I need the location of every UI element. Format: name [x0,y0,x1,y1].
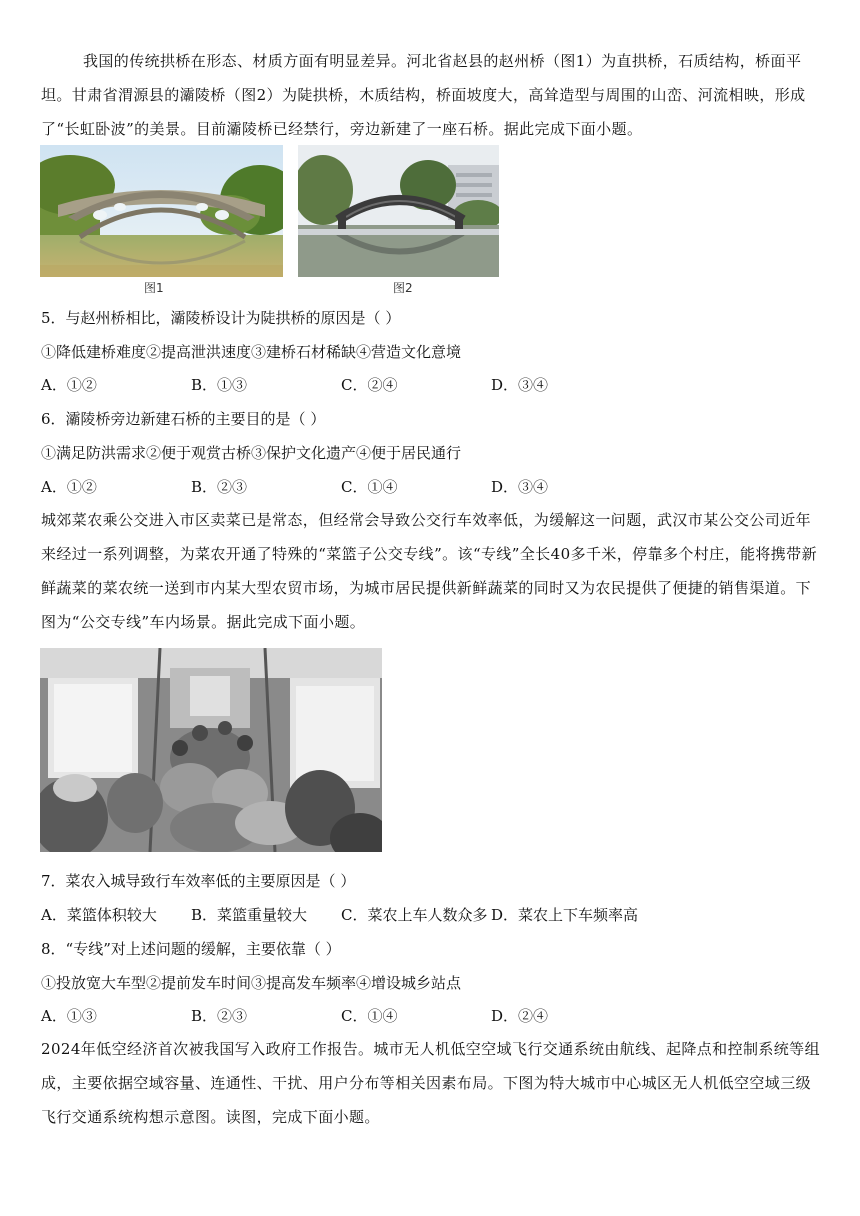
q5-items: ①降低建桥难度②提高泄洪速度③建桥石材稀缺④营造文化意境 [41,343,462,361]
q8-stem: 8．“专线”对上述问题的缓解，主要依靠（ ） [41,940,341,958]
q6-option-a[interactable]: A．①② [41,478,97,496]
q8-option-b[interactable]: B．②③ [191,1007,248,1025]
q6-option-b[interactable]: B．②③ [191,478,248,496]
figure1-caption: 图1 [144,281,164,295]
q5-option-d[interactable]: D．③④ [491,376,549,394]
q7-option-d[interactable]: D．菜农上下车频率高 [491,906,639,924]
zhaozhou-bridge-photo [40,145,283,277]
q6-option-c[interactable]: C．①④ [341,478,398,496]
q5-option-a[interactable]: A．①② [41,376,97,394]
bridge-intro-paragraph: 我国的传统拱桥在形态、材质方面有明显差异。河北省赵县的赵州桥（图1）为直拱桥，石质结构，桥面平坦。甘肃省渭源县的灞陵桥（图2）为陡拱桥，木质结构，桥面坡度大，高耸造型与周围的山峦、河流相映，形成了“长虹卧波”的美景。目前灞陵桥已经禁行，旁边新建了一座石桥。据此完成下面小题。 [41,52,806,138]
q7-stem: 7．菜农入城导致行车效率低的主要原因是（ ） [41,872,356,890]
figure2-caption: 图2 [393,281,413,295]
q6-option-d[interactable]: D．③④ [491,478,549,496]
q7-option-a[interactable]: A．菜篮体积较大 [41,906,157,924]
q8-option-d[interactable]: D．②④ [491,1007,549,1025]
baling-bridge-photo [298,145,499,277]
bus-interior-photo [40,648,382,852]
q5-stem: 5．与赵州桥相比，灞陵桥设计为陡拱桥的原因是（ ） [41,309,401,327]
q8-option-c[interactable]: C．①④ [341,1007,398,1025]
q5-option-c[interactable]: C．②④ [341,376,398,394]
q7-option-b[interactable]: B．菜篮重量较大 [191,906,308,924]
drone-intro-paragraph: 2024年低空经济首次被我国写入政府工作报告。城市无人机低空空域飞行交通系统由航线、起降点和控制系统等组成，主要依据空域容量、连通性、干扰、用户分布等相关因素布局。下图为特大城市中心城区无人机低空空域三级飞行交通系统构想示意图。读图，完成下面小题。 [41,1040,820,1126]
bus-intro-paragraph: 城郊菜农乘公交进入市区卖菜已是常态，但经常会导致公交行车效率低，为缓解这一问题，武汉市某公交公司近年来经过一系列调整，为菜农开通了特殊的“菜篮子公交专线”。该“专线”全长40多千米，停靠多个村庄，能将携带新鲜蔬菜的菜农统一送到市内某大型农贸市场，为城市居民提供新鲜蔬菜的同时又为农民提供了便捷的销售渠道。下图为“公交专线”车内场景。据此完成下面小题。 [41,511,817,631]
q6-stem: 6．灞陵桥旁边新建石桥的主要目的是（ ） [41,410,326,428]
q6-items: ①满足防洪需求②便于观赏古桥③保护文化遗产④便于居民通行 [41,444,462,462]
q5-option-b[interactable]: B．①③ [191,376,248,394]
q8-option-a[interactable]: A．①③ [41,1007,97,1025]
q7-option-c[interactable]: C．菜农上车人数众多 [341,906,488,924]
q8-items: ①投放宽大车型②提前发车时间③提高发车频率④增设城乡站点 [41,974,462,992]
